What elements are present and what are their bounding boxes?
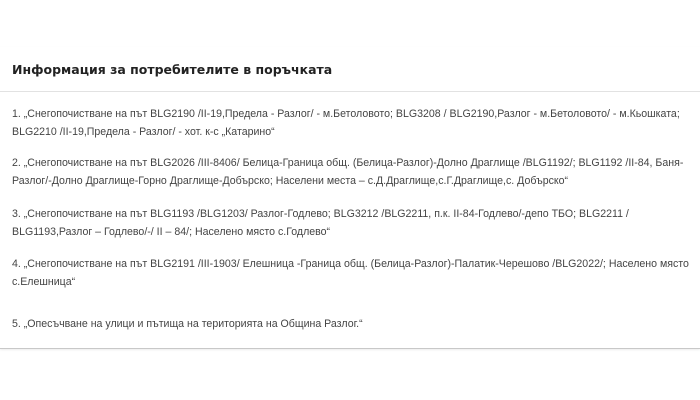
list-item: 2. „Снегопочистване на път BLG2026 /III-8406/ Белица-Граница общ. (Белица-Разлог)-Долно Драглище /BLG1192/; BLG1192 /II-84, Баня-Разлог/-Долно Драглище-Горно Драглище-Добърско; Населени места – с.Д.Драглище,с.Г.Драглище,с. Добърско“ bbox=[12, 157, 684, 187]
list-item: 5. „Опесъчване на улици и пътища на територията на Община Разлог.“ bbox=[12, 318, 363, 330]
list-item: 1. „Снегопочистване на път BLG2190 /II-19,Предела - Разлог/ - м.Бетоловото; BLG3208 / BLG2190,Разлог - м.Бетоловото/ - м.Кьошката; BLG2210 /II-19,Предела - Разлог/ - хот. к-с „Катарино“ bbox=[12, 108, 680, 138]
panel-title: Информация за потребителите в поръчката bbox=[12, 62, 333, 77]
list-item: 4. „Снегопочистване на път BLG2191 /III-1903/ Елешница -Граница общ. (Белица-Разлог)-Палатик-Черешово /BLG2022/; Населено място с.Елешница“ bbox=[12, 258, 689, 288]
consumer-info-panel bbox=[0, 47, 700, 349]
title-divider bbox=[0, 91, 700, 92]
list-item: 3. „Снегопочистване на път BLG1193 /BLG1203/ Разлог-Годлево; BLG3212 /BLG2211, п.к. II-84-Годлево/-депо ТБО; BLG2211 / BLG1193,Разлог – Годлево/-/ II – 84/; Населено място с.Годлево“ bbox=[12, 208, 629, 238]
